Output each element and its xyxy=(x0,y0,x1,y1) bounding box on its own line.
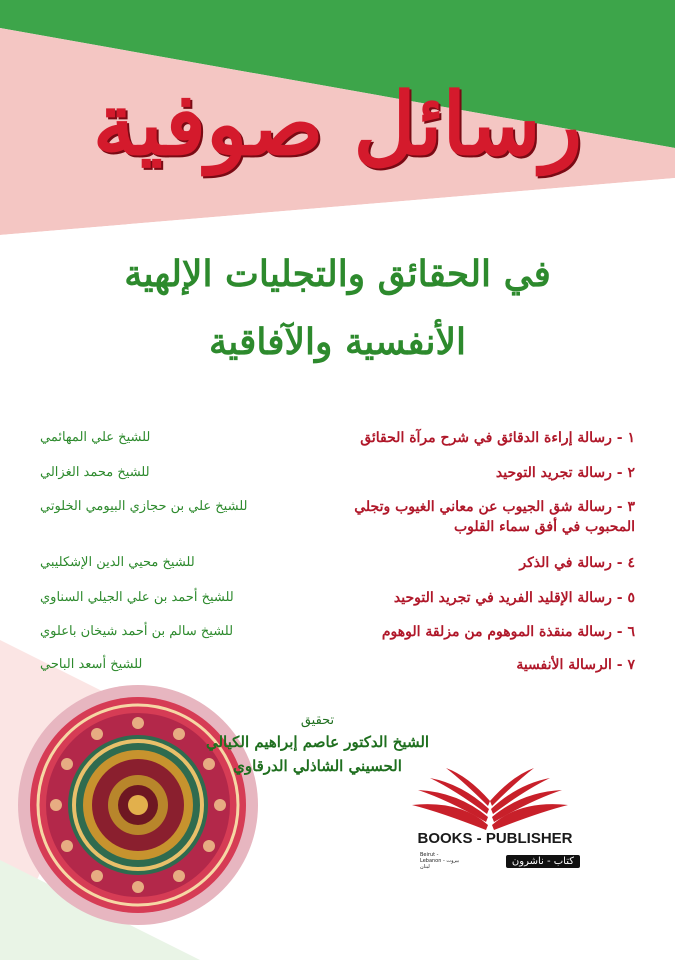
editor-label: تحقيق xyxy=(300,713,335,728)
work-author: للشيخ سالم بن أحمد شيخان باعلوي xyxy=(40,624,234,639)
work-title: ٥ - رسالة الإقليد الفريد في تجريد التوحيد xyxy=(393,590,635,606)
work-item xyxy=(40,655,635,675)
work-item xyxy=(40,553,635,573)
publisher-location: Beirut - Lebanon بيروت - لبنان xyxy=(420,852,460,870)
work-item xyxy=(40,497,635,537)
editor-name-line-2: الحسيني الشاذلي الدرقاوي xyxy=(233,757,402,775)
work-author: للشيخ علي بن حجازي البيومي الخلوتي xyxy=(40,499,248,514)
publisher-subline xyxy=(420,852,580,870)
work-author: للشيخ علي المهائمي xyxy=(40,430,151,445)
work-author: للشيخ أحمد بن علي الجيلي السناوي xyxy=(40,590,234,605)
work-title: ٤ - رسالة في الذكر xyxy=(519,555,635,571)
work-item xyxy=(40,463,635,483)
book-title: رسائل صوفية xyxy=(92,74,583,175)
subtitle-line-2: الأنفسية والآفاقية xyxy=(208,321,467,363)
work-author: للشيخ محمد الغزالي xyxy=(40,465,150,480)
work-item xyxy=(40,588,635,608)
subtitle-line-1: في الحقائق والتجليات الإلهية xyxy=(124,253,551,295)
publisher-name: BOOKS - PUBLISHER xyxy=(417,830,573,847)
work-title: ٢ - رسالة تجريد التوحيد xyxy=(495,465,635,481)
editor-name-line-1: الشيخ الدكتور عاصم إبراهيم الكيالي xyxy=(205,733,430,751)
work-author: للشيخ أسعد الباحي xyxy=(40,657,143,672)
editor-credit xyxy=(205,712,430,778)
work-item xyxy=(40,428,635,448)
work-title: ٣ - رسالة شق الجيوب عن معاني الغيوب وتجلي المحبوب في أفق سماء القلوب xyxy=(354,499,635,535)
work-title: ١ - رسالة إراءة الدقائق في شرح مرآة الحقائق xyxy=(360,430,635,446)
work-title: ٦ - رسالة منقذة الموهوم من مزلقة الوهوم xyxy=(381,624,635,640)
work-item xyxy=(40,622,635,642)
work-title: ٧ - الرسالة الأنفسية xyxy=(516,657,635,673)
publisher-arabic-name: كتاب - ناشرون xyxy=(506,855,580,868)
work-author: للشيخ محيي الدين الإشكليبي xyxy=(40,555,195,570)
